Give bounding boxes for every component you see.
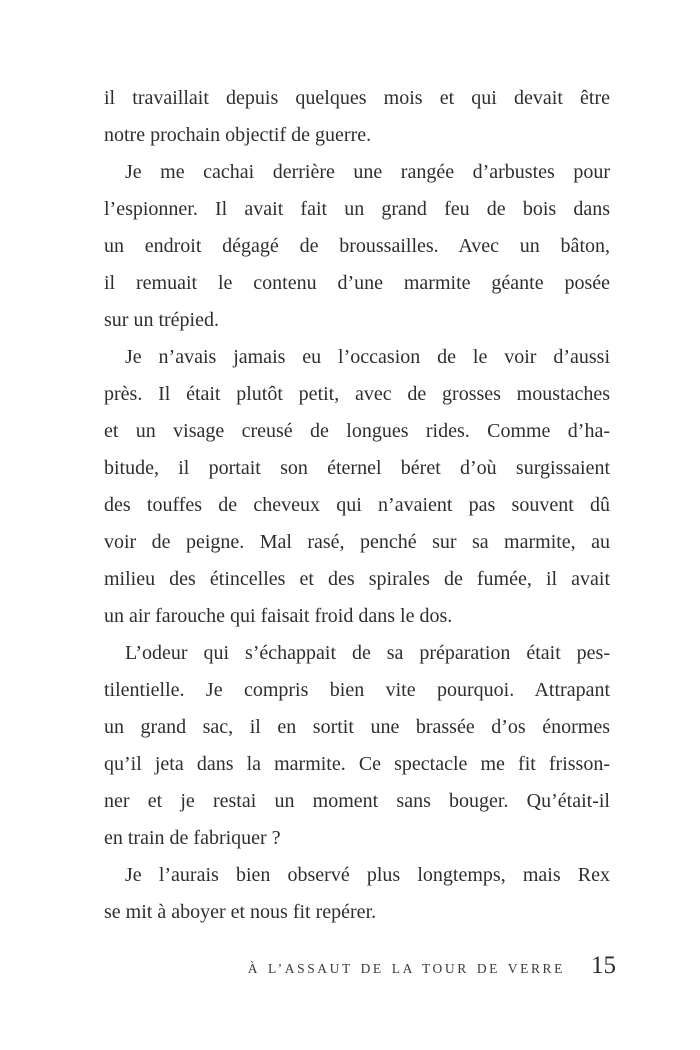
text-line: un grand sac, il en sortit une brassée d’os énormes: [104, 716, 610, 738]
body-text: [104, 80, 610, 931]
page-footer: [248, 952, 616, 980]
text-line: notre prochain objectif de guerre.: [104, 124, 372, 146]
text-line: se mit à aboyer et nous fit repérer.: [104, 901, 377, 923]
text-line: voir de peigne. Mal rasé, penché sur sa marmite, au: [104, 531, 610, 553]
text-line: et un visage creusé de longues rides. Comme d’ha-: [104, 420, 610, 442]
text-line: près. Il était plutôt petit, avec de grosses moustaches: [104, 383, 610, 405]
page-number: 15: [591, 952, 616, 979]
text-line: qu’il jeta dans la marmite. Ce spectacle me fit frisson-: [104, 753, 610, 775]
text-line: L’odeur qui s’échappait de sa préparation était pes-: [125, 642, 610, 664]
text-line: tilentielle. Je compris bien vite pourquoi. Attrapant: [104, 679, 610, 701]
text-line: Je n’avais jamais eu l’occasion de le voir d’aussi: [125, 346, 610, 368]
text-line: en train de fabriquer ?: [104, 827, 281, 849]
running-title: À L’ASSAUT DE LA TOUR DE VERRE: [247, 961, 565, 976]
text-line: bitude, il portait son éternel béret d’où surgissaient: [104, 457, 610, 479]
text-line: un air farouche qui faisait froid dans le dos.: [104, 605, 453, 627]
text-line: un endroit dégagé de broussailles. Avec un bâton,: [104, 235, 610, 257]
text-line: milieu des étincelles et des spirales de fumée, il avait: [104, 568, 610, 590]
text-line: des touffes de cheveux qui n’avaient pas souvent dû: [104, 494, 610, 516]
text-line: il remuait le contenu d’une marmite géante posée: [104, 272, 610, 294]
text-line: l’espionner. Il avait fait un grand feu de bois dans: [104, 198, 610, 220]
text-line: Je l’aurais bien observé plus longtemps, mais Rex: [125, 864, 610, 886]
text-line: Je me cachai derrière une rangée d’arbustes pour: [125, 161, 610, 183]
text-line: sur un trépied.: [104, 309, 219, 331]
text-line: ner et je restai un moment sans bouger. Qu’était-il: [104, 790, 610, 812]
text-line: il travaillait depuis quelques mois et qui devait être: [104, 87, 610, 109]
